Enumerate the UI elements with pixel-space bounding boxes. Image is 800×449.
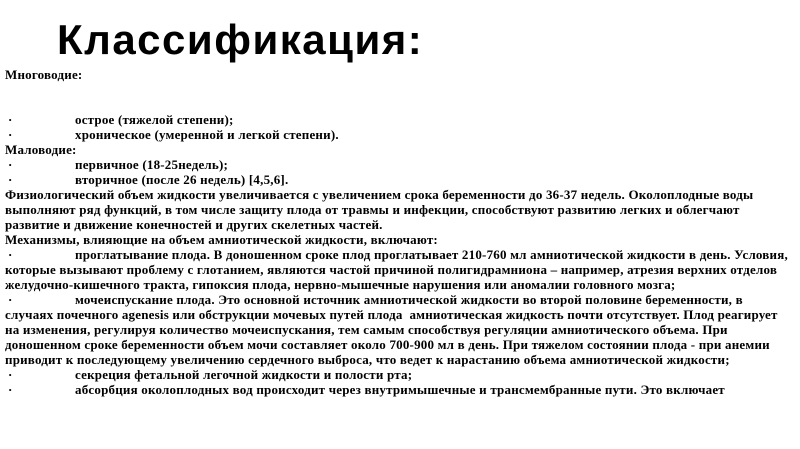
slide-title: Классификация: <box>57 16 424 63</box>
bullet-item: · острое (тяжелой степени); <box>5 112 794 127</box>
slide-body-text <box>5 67 794 397</box>
bullet-marker-icon: · <box>8 172 13 187</box>
paragraph: Многоводие: <box>5 67 83 82</box>
paragraph: Маловодие: <box>5 142 77 157</box>
bullet-item: · первичное (18-25недель); <box>5 157 794 172</box>
bullet-marker-icon: · <box>8 157 13 172</box>
bullet-item: · мочеиспускание плода. Это основной источник амниотической жидкости во второй половине беременности, в случаях почечного agenesis или обструкции мочевых путей плода амниотическая жидкость почти отсутствует. Плод реагирует на изменения, регулируя количество мочеиспускания, тем самым способствуя регуляции амниотического объема. При доношенном сроке беременности объем мочи составляет около 700-900 мл в день. При тяжелом состоянии плода - при анемии приводит к последующему увеличению сердечного выброса, что ведет к нарастанию объема амниотической жидкости; <box>5 292 782 367</box>
bullet-item: · абсорбция околоплодных вод происходит через внутримышечные и трансмембранные пути. Это включает <box>5 382 794 397</box>
bullet-marker-icon: · <box>8 292 13 307</box>
bullet-item: · хроническое (умеренной и легкой степени). <box>5 127 794 142</box>
bullet-marker-icon: · <box>8 247 13 262</box>
paragraph: Физиологический объем жидкости увеличивается с увеличением срока беременности до 36-37 недель. Околоплодные воды выполняют ряд функций, в том числе защиту плода от травмы и инфекции, способствуют развитию легких и облегчают развитие и движение конечностей и других скелетных частей. <box>5 187 757 232</box>
bullet-marker-icon: · <box>8 127 13 142</box>
paragraph: Механизмы, влияющие на объем амниотической жидкости, включают: <box>5 232 438 247</box>
bullet-item: · проглатывание плода. В доношенном сроке плод проглатывает 210-760 мл амниотической жидкости в день. Условия, которые вызывают проблему с глотанием, являются частой причиной полигидрамниона – например, атрезия верхних отделов желудочно-кишечного тракта, гипоксия плода, нервно-мышечные нарушения или аномалии головного мозга; <box>5 247 792 292</box>
bullet-marker-icon: · <box>8 367 13 382</box>
bullet-item: · секреция фетальной легочной жидкости и полости рта; <box>5 367 794 382</box>
bullet-marker-icon: · <box>8 382 13 397</box>
bullet-marker-icon: · <box>8 112 13 127</box>
bullet-item: · вторичное (после 26 недель) [4,5,6]. <box>5 172 794 187</box>
